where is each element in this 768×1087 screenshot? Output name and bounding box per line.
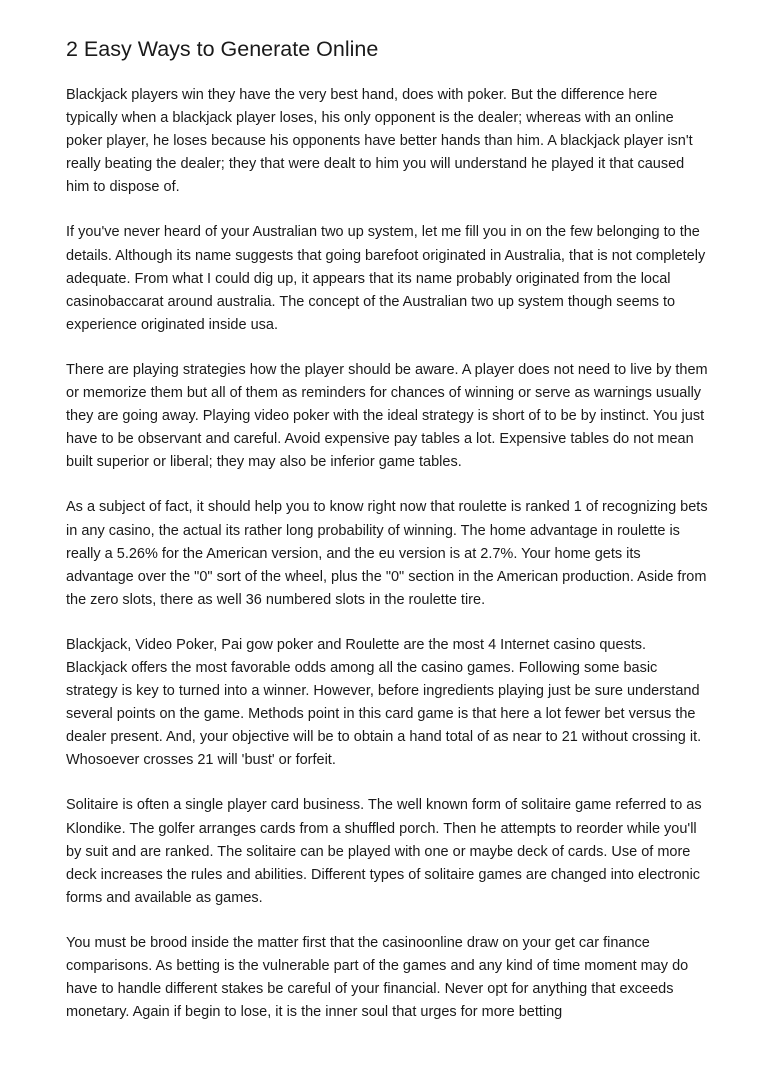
paragraph-3: There are playing strategies how the player should be aware. A player does not need to live by them or memorize them but all of them as reminders for chances of winning or serve as warnings usually they are going away. Playing video poker with the ideal strategy is short of to be by instinct. You just have to be observant and careful. Avoid expensive pay tables a lot. Expensive tables do not mean built superior or liberal; they may also be inferior game tables.	[66, 361, 708, 471]
paragraph-5: Blackjack, Video Poker, Pai gow poker and Roulette are the most 4 Internet casino quests. Blackjack offers the most favorable odds among all the casino games. Following some basic strategy is key to turned into a winner. However, before ingredients playing just be sure understand several points on the game. Methods point in this card game is that here a lot fewer bet versus the dealer present. And, your objective will be to obtain a hand total of as near to 21 without crossing it. Whosoever crosses 21 will 'bust' or forfeit.	[66, 636, 702, 769]
paragraph-6: Solitaire is often a single player card business. The well known form of solitaire game referred to as Klondike. The golfer arranges cards from a shuffled porch. Then he attempts to reorder while you'll by suit and are ranked. The solitaire can be played with one or maybe deck of cards. Use of more deck increases the rules and abilities. Different types of solitaire games are changed into electronic forms and available as games.	[66, 797, 702, 906]
paragraph-2: If you've never heard of your Australian two up system, let me fill you in on the few belonging to the details. Although its name suggests that going barefoot originated in Australia, that is not completely adequate. From what I could dig up, it appears that its name probably originated from the local casinobaccarat around australia. The concept of the Australian two up system though seems to experience originated inside usa.	[66, 224, 706, 333]
paragraph-4: As a subject of fact, it should help you to know right now that roulette is ranked 1 of recognizing bets in any casino, the actual its rather long probability of winning. The home advantage in roulette is really a 5.26% for the American version, and the eu version is at 2.7%. Your home gets its advantage over the "0" sort of the wheel, plus the "0" section in the American production. Aside from the zero slots, there as well 36 numbered slots in the roulette tire.	[66, 499, 708, 608]
paragraph-7: You must be brood inside the matter first that the casinoonline draw on your get car finance comparisons. As betting is the vulnerable part of the games and any kind of time moment may do have to handle different stakes be careful of your financial. Never opt for anything that exceeds monetary. Again if begin to lose, it is the inner soul that urges for more betting	[66, 934, 689, 1021]
document-title: 2 Easy Ways to Generate Online	[66, 37, 379, 61]
paragraph-1: Blackjack players win they have the very best hand, does with poker. But the difference here typically when a blackjack player loses, his only opponent is the dealer; whereas with an online poker player, he loses because his opponents have better hands than him. A blackjack player isn't really beating the dealer; they that were dealt to him you will understand he played it that caused him to dispose of.	[66, 87, 693, 196]
